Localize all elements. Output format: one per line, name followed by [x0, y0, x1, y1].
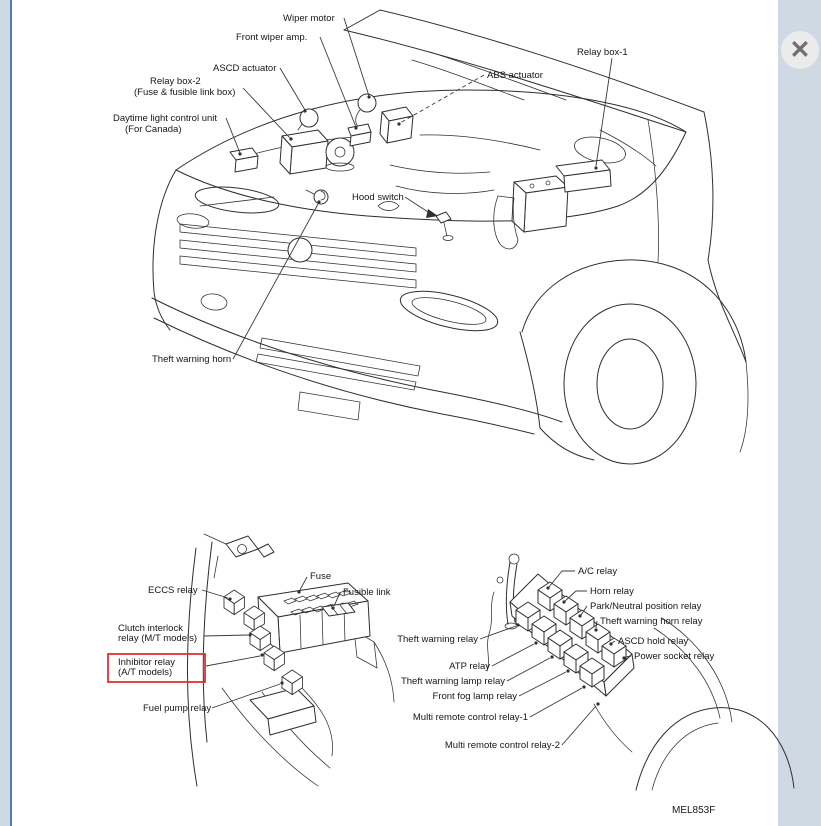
label-theft-warning-relay: Theft warning relay	[397, 634, 478, 645]
label-theft-warning-horn: Theft warning horn	[152, 354, 232, 365]
label-clutch-interlock-1: Clutch interlock	[118, 623, 183, 634]
figure-code: MEL853F	[672, 805, 716, 816]
engine-bay-diagram	[113, 10, 748, 464]
abs-actuator-part	[380, 107, 413, 143]
label-relay-box-2: Relay box-2	[150, 76, 201, 87]
label-atp-relay: ATP relay	[449, 661, 490, 672]
label-eccs-relay: ECCS relay	[148, 585, 198, 596]
label-power-socket-relay: Power socket relay	[634, 651, 715, 662]
car-outline	[152, 10, 748, 464]
fender-structure	[187, 534, 394, 786]
label-fusible-link: Fusible link	[343, 587, 391, 598]
daytime-light-unit-part	[230, 148, 258, 172]
close-icon: ✕	[789, 35, 811, 64]
label-multi-remote-control-relay-2: Multi remote control relay-2	[444, 740, 560, 751]
label-horn-relay: Horn relay	[590, 586, 634, 597]
front-fuse-box-labels	[108, 571, 391, 714]
label-ac-relay: A/C relay	[578, 566, 618, 577]
label-front-wiper-amp: Front wiper amp.	[236, 32, 308, 43]
label-inhibitor-relay-1: Inhibitor relay	[118, 657, 176, 668]
label-relay-box-2-sub: (Fuse & fusible link box)	[134, 87, 236, 98]
label-relay-box-1: Relay box-1	[577, 47, 628, 58]
hood-switch-part	[436, 212, 453, 241]
label-abs-actuator: ABS actuator	[487, 70, 543, 81]
eccs-relay-part	[224, 590, 244, 615]
label-wiper-motor: Wiper motor	[283, 13, 335, 24]
battery	[512, 176, 568, 232]
front-fuse-box-diagram	[108, 534, 394, 786]
front-wiper-amp-part	[348, 124, 371, 146]
label-daytime-light-unit-sub: (For Canada)	[125, 124, 182, 135]
label-front-fog-lamp-relay: Front fog lamp relay	[432, 691, 517, 702]
theft-warning-horn-part	[306, 190, 328, 204]
main-relay-box-diagram	[397, 554, 794, 790]
fuse-box-body	[224, 583, 370, 695]
label-fuel-pump-relay: Fuel pump relay	[143, 703, 212, 714]
label-fuse: Fuse	[310, 571, 332, 582]
label-ascd-actuator: ASCD actuator	[213, 63, 277, 74]
label-hood-switch: Hood switch	[352, 192, 404, 203]
relay-box-1-part	[556, 160, 611, 192]
label-clutch-interlock-2: relay (M/T models)	[118, 633, 198, 644]
label-theft-warning-lamp-relay: Theft warning lamp relay	[400, 676, 505, 687]
relay-box-2	[280, 130, 328, 174]
close-button[interactable]	[781, 31, 819, 69]
label-theft-warning-horn-relay: Theft warning horn relay	[600, 616, 703, 627]
label-ascd-hold-relay: ASCD hold relay	[618, 636, 689, 647]
wiper-motor-part	[356, 94, 376, 128]
engine-components	[230, 94, 611, 249]
label-park-neutral-position-relay: Park/Neutral position relay	[590, 601, 702, 612]
label-inhibitor-relay-2: (A/T models)	[118, 667, 173, 678]
label-daytime-light-unit: Daytime light control unit	[113, 113, 218, 124]
air-cleaner	[326, 138, 354, 166]
label-multi-remote-control-relay-1: Multi remote control relay-1	[412, 712, 528, 723]
